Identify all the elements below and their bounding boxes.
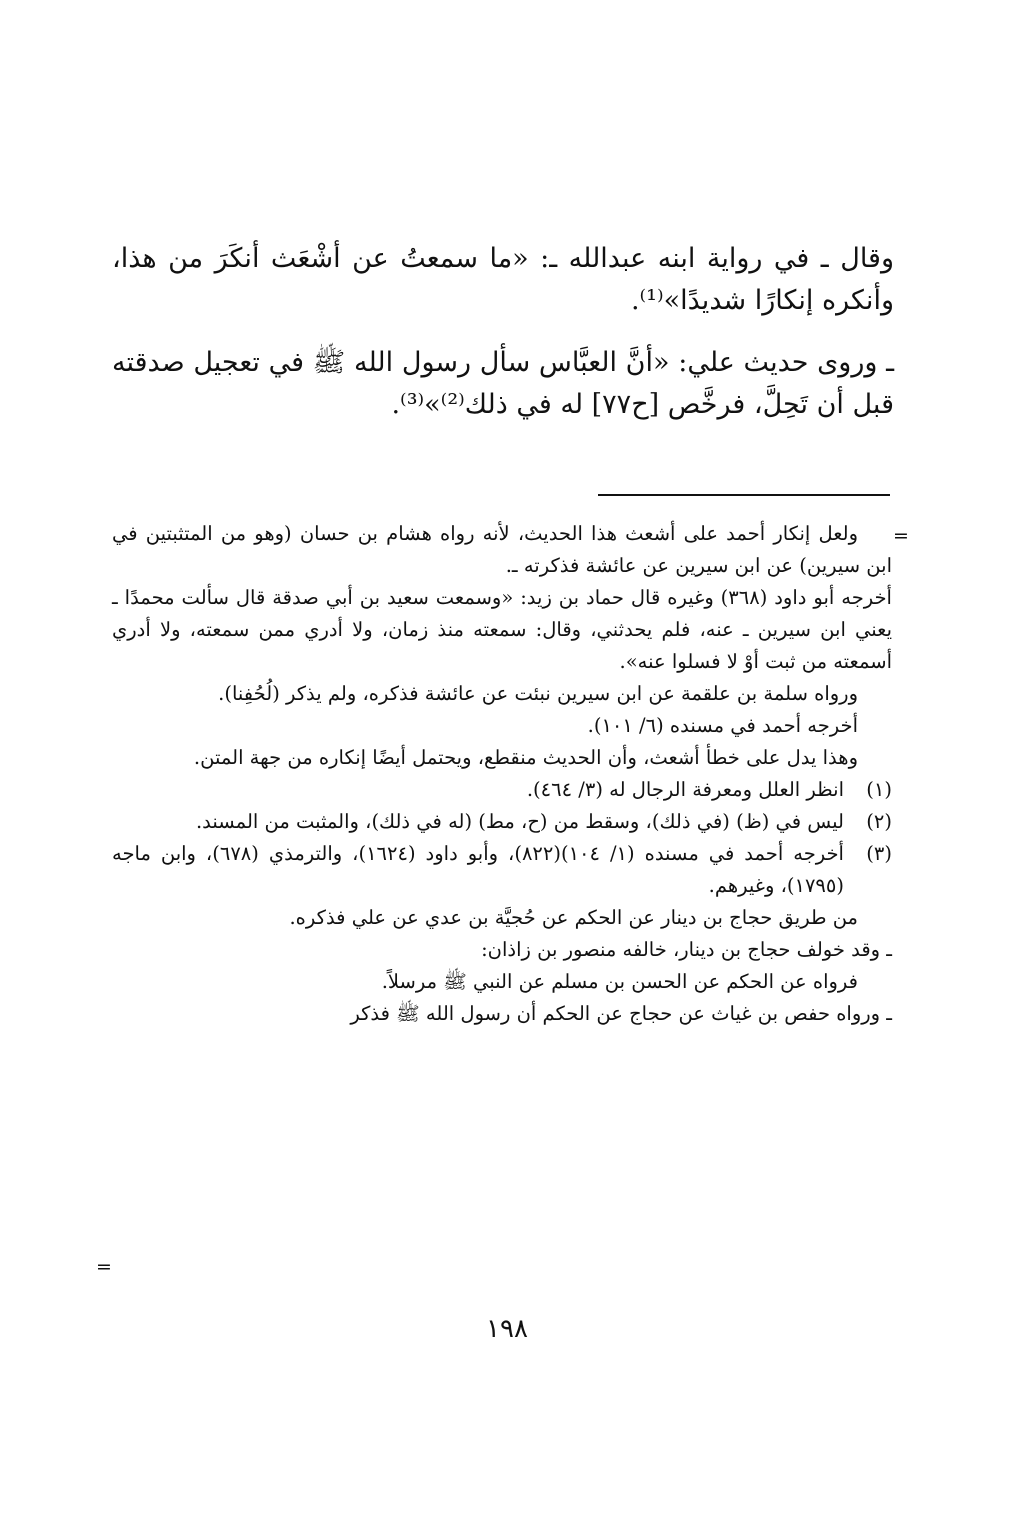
main-paragraph: وقال ـ في رواية ابنه عبدالله ـ: «ما سمعتُ عن أشْعَث أنكَرَ من هذا، وأنكره إنكارًا شديدًا»⁽¹⁾. bbox=[112, 243, 894, 316]
footnote-item bbox=[112, 774, 892, 806]
page-number: ١٩٨ bbox=[486, 1314, 528, 1344]
footnote-text: أخرجه أحمد في مسنده (١/ ١٠٤)(٨٢٢)، وأبو داود (١٦٢٤)، والترمذي (٦٧٨)، وابن ماجه (١٧٩٥)، وغيرهم. bbox=[112, 841, 844, 897]
footnote-carryover-paragraph: أخرجه أحمد في مسنده (٦/ ١٠١). bbox=[587, 713, 858, 737]
main-text bbox=[112, 238, 894, 445]
footnotes bbox=[112, 518, 892, 1030]
footnote-separator bbox=[598, 494, 890, 496]
footnote-text: ليس في (ظ) (في ذلك)، وسقط من (ح، مط) (له في ذلك)، والمثبت من المسند. bbox=[195, 809, 844, 833]
footnote-number: (٣) bbox=[866, 841, 892, 865]
footnote-text: انظر العلل ومعرفة الرجال له (٣/ ٤٦٤). bbox=[526, 777, 844, 801]
continuation-mark-bottom: = bbox=[96, 1256, 112, 1278]
footnote-continuation-line: فرواه عن الحكم عن الحسن بن مسلم عن النبي ﷺ مرسلاً. bbox=[381, 969, 858, 993]
main-paragraph: ـ وروى حديث علي: «أنَّ العبَّاس سأل رسول الله ﷺ في تعجيل صدقته قبل أن تَحِلَّ، فرخَّص [ح٧٧] له في ذلك⁽²⁾»⁽³⁾. bbox=[112, 346, 894, 420]
footnote-number: (٢) bbox=[866, 809, 892, 833]
footnote-number: (١) bbox=[866, 777, 892, 801]
footnote-carryover-paragraph: وهذا يدل على خطأ أشعث، وأن الحديث منقطع، ويحتمل أيضًا إنكاره من جهة المتن. bbox=[193, 745, 858, 769]
footnote-item bbox=[112, 806, 892, 838]
footnote-item bbox=[112, 838, 892, 902]
footnote-continuation-line: من طريق حجاج بن دينار عن الحكم عن حُجيَّة بن عدي عن علي فذكره. bbox=[289, 905, 858, 929]
footnote-carryover-paragraph: أخرجه أبو داود (٣٦٨) وغيره قال حماد بن زيد: «وسمعت سعيد بن أبي صدقة قال سألت محمدًا ـ يعني ابن سيرين ـ عنه، فلم يحدثني، وقال: سمعته منذ زمان، ولا أدري ممن سمعته، ولا أدري أسمعته من ثبت أوْ لا فسلوا عنه». bbox=[112, 585, 892, 673]
footnote-continuation-line: ـ ورواه حفص بن غياث عن حجاج عن الحكم أن رسول الله ﷺ فذكر bbox=[350, 1001, 892, 1025]
footnote-carryover-paragraph: ولعل إنكار أحمد على أشعث هذا الحديث، لأنه رواه هشام بن حسان (وهو من المتثبتين في ابن سيرين) عن ابن سيرين عن عائشة فذكرته ـ. bbox=[112, 522, 892, 577]
continuation-mark-top: = bbox=[893, 525, 909, 547]
footnote-continuation-line: ـ وقد خولف حجاج بن دينار، خالفه منصور بن زاذان: bbox=[481, 937, 892, 961]
footnote-carryover-paragraph: ورواه سلمة بن علقمة عن ابن سيرين نبئت عن عائشة فذكره، ولم يذكر (لُحُفِنا). bbox=[218, 681, 858, 705]
